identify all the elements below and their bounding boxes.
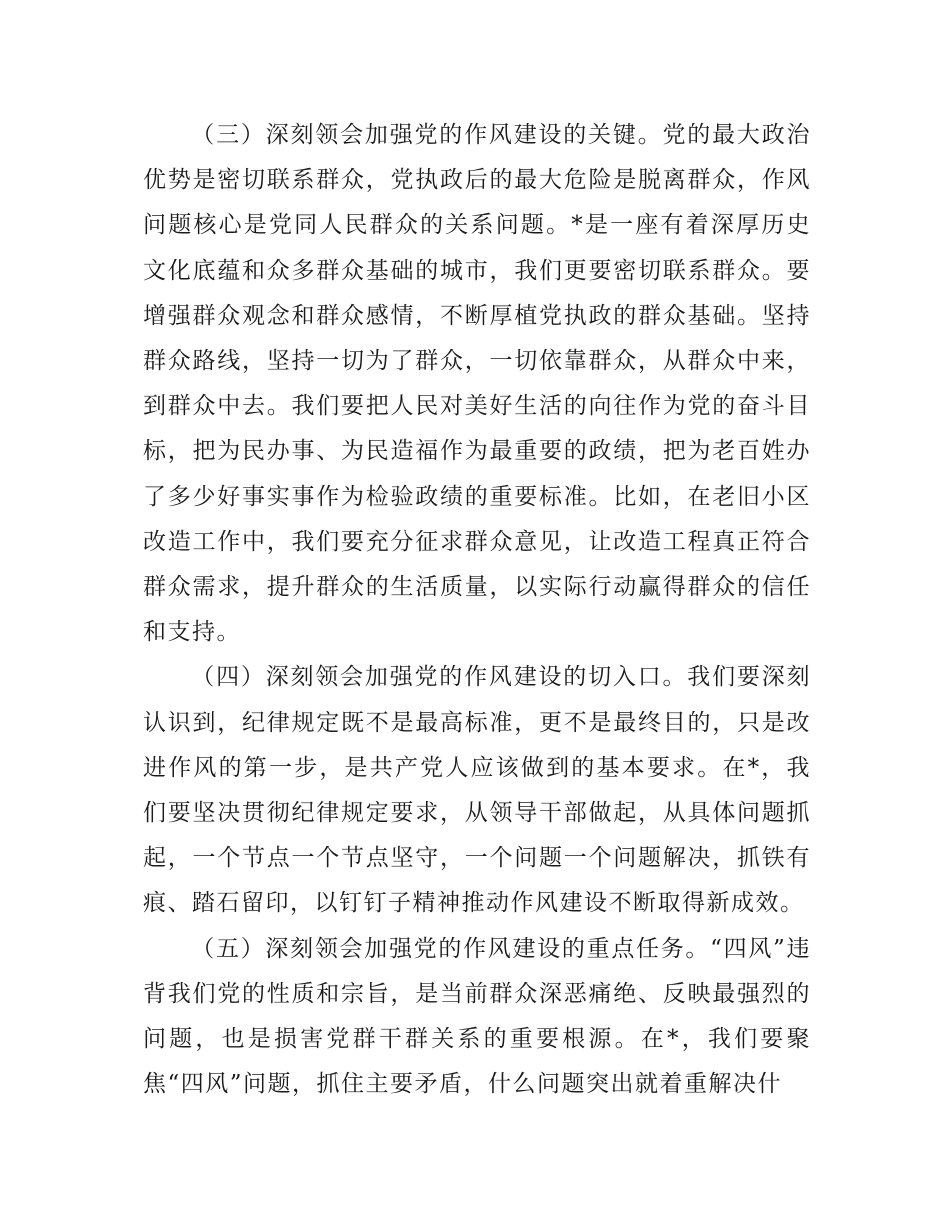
paragraph-section-five: （五）深刻领会加强党的作风建设的重点任务。“四风”违背我们党的性质和宗旨，是当前群众深恶痛绝、反映最强烈的问题，也是损害党群干群关系的重要根源。在*，我们要聚焦“四风”问题，抓住主要矛盾，什么问题突出就着重解决什	[143, 935, 811, 1098]
paragraph-section-three: （三）深刻领会加强党的作风建设的关键。党的最大政治优势是密切联系群众，党执政后的最大危险是脱离群众，作风问题核心是党同人民群众的关系问题。*是一座有着深厚历史文化底蕴和众多群众基础的城市，我们更要密切联系群众。要增强群众观念和群众感情，不断厚植党执政的群众基础。坚持群众路线，坚持一切为了群众，一切依靠群众，从群众中来，到群众中去。我们要把人民对美好生活的向往作为党的奋斗目标，把为民办事、为民造福作为最重要的政绩，把为老百姓办了多少好事实事作为检验政绩的重要标准。比如，在老旧小区改造工作中，我们要充分征求群众意见，让改造工程真正符合群众需求，提升群众的生活质量，以实际行动赢得群众的信任和支持。	[143, 122, 811, 646]
document-body	[143, 113, 811, 1107]
paragraph-section-four: （四）深刻领会加强党的作风建设的切入口。我们要深刻认识到，纪律规定既不是最高标准，更不是最终目的，只是改进作风的第一步，是共产党人应该做到的基本要求。在*，我们要坚决贯彻纪律规定要求，从领导干部做起，从具体问题抓起，一个节点一个节点坚守，一个问题一个问题解决，抓铁有痕、踏石留印，以钉钉子精神推动作风建设不断取得新成效。	[143, 664, 811, 917]
